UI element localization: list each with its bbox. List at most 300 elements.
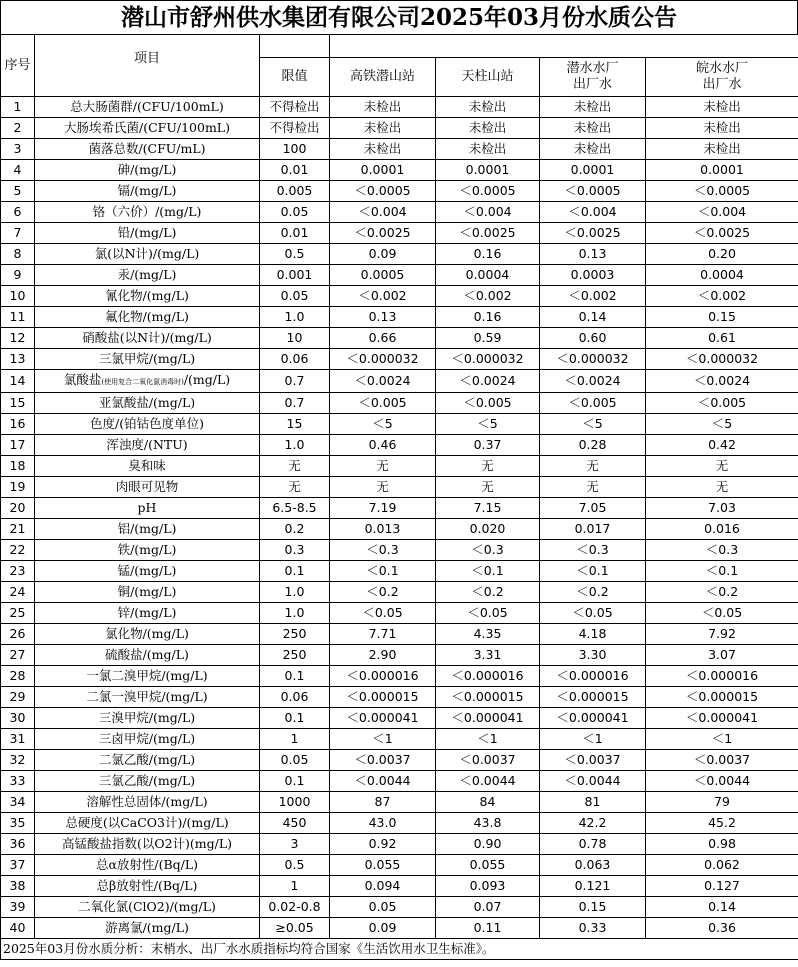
row-value-station-3: ＜0.000032 (540, 349, 646, 370)
row-value-station-2: 未检出 (436, 118, 540, 139)
row-item: 铬（六价）/(mg/L) (35, 202, 260, 223)
row-value-station-3: ＜0.000041 (540, 708, 646, 729)
row-value-station-1: 未检出 (330, 97, 436, 118)
table-row (1, 645, 798, 666)
row-no: 6 (1, 202, 35, 223)
row-limit: 0.05 (260, 750, 330, 771)
row-no: 2 (1, 118, 35, 139)
row-limit: 1.0 (260, 435, 330, 456)
row-value-station-3: ＜5 (540, 414, 646, 435)
row-value-station-1: ＜0.0025 (330, 223, 436, 244)
row-value-station-3: ＜0.005 (540, 393, 646, 414)
table-row (1, 435, 798, 456)
header-station-1: 高铁潜山站 (330, 58, 436, 97)
row-limit: 1000 (260, 792, 330, 813)
row-value-station-2: 未检出 (436, 139, 540, 160)
row-value-station-2: ＜0.0025 (436, 223, 540, 244)
row-value-station-4: 无 (646, 477, 798, 498)
row-item-main: 氯酸盐 (63, 372, 102, 387)
table-row (1, 708, 798, 729)
row-item: 三氯甲烷/(mg/L) (35, 349, 260, 370)
row-item: 三卤甲烷/(mg/L) (35, 729, 260, 750)
row-item: 二氧化氯(ClO2)/(mg/L) (35, 897, 260, 918)
row-value-station-1: 0.92 (330, 834, 436, 855)
row-value-station-2: 0.16 (436, 244, 540, 265)
row-value-station-2: 7.15 (436, 498, 540, 519)
row-value-station-3: ＜0.1 (540, 561, 646, 582)
row-limit: 0.1 (260, 561, 330, 582)
row-value-station-3: 无 (540, 456, 646, 477)
row-item: 铝/(mg/L) (35, 519, 260, 540)
table-row (1, 876, 798, 897)
row-value-station-4: 3.07 (646, 645, 798, 666)
row-no: 26 (1, 624, 35, 645)
row-value-station-3: ＜0.000015 (540, 687, 646, 708)
row-no: 1 (1, 97, 35, 118)
table-row (1, 687, 798, 708)
row-item: 二氯一溴甲烷/(mg/L) (35, 687, 260, 708)
row-value-station-1: ＜0.0024 (330, 370, 436, 393)
row-limit: 6.5-8.5 (260, 498, 330, 519)
row-value-station-4: 7.92 (646, 624, 798, 645)
row-value-station-4: ＜0.000015 (646, 687, 798, 708)
row-value-station-2: ＜0.002 (436, 286, 540, 307)
row-value-station-4: 0.016 (646, 519, 798, 540)
row-limit: 100 (260, 139, 330, 160)
row-value-station-3: 42.2 (540, 813, 646, 834)
row-value-station-2: 未检出 (436, 97, 540, 118)
row-value-station-1: 未检出 (330, 139, 436, 160)
row-value-station-1: 0.05 (330, 897, 436, 918)
row-value-station-1: ＜0.004 (330, 202, 436, 223)
row-value-station-1: ＜0.0044 (330, 771, 436, 792)
row-no: 37 (1, 855, 35, 876)
row-value-station-2: ＜1 (436, 729, 540, 750)
row-value-station-2: ＜0.000015 (436, 687, 540, 708)
row-no: 10 (1, 286, 35, 307)
row-item: 总β放射性/(Bq/L) (35, 876, 260, 897)
row-value-station-3: 7.05 (540, 498, 646, 519)
row-limit: 0.1 (260, 771, 330, 792)
table-row (1, 307, 798, 328)
row-value-station-3: ＜0.0037 (540, 750, 646, 771)
table-row (1, 139, 798, 160)
row-value-station-1: 43.0 (330, 813, 436, 834)
table-row (1, 603, 798, 624)
row-limit: 0.5 (260, 244, 330, 265)
row-no: 23 (1, 561, 35, 582)
row-value-station-3: 无 (540, 477, 646, 498)
row-value-station-4: ＜5 (646, 414, 798, 435)
row-item: 氰化物/(mg/L) (35, 286, 260, 307)
row-item: 氟化物/(mg/L) (35, 307, 260, 328)
row-value-station-4: 未检出 (646, 118, 798, 139)
table-row (1, 855, 798, 876)
row-value-station-3: 未检出 (540, 118, 646, 139)
row-value-station-3: ＜0.004 (540, 202, 646, 223)
row-limit: 0.2 (260, 519, 330, 540)
row-value-station-1: ＜0.0005 (330, 181, 436, 202)
row-limit: 0.001 (260, 265, 330, 286)
row-item: 铜/(mg/L) (35, 582, 260, 603)
row-value-station-4: ＜0.000032 (646, 349, 798, 370)
row-value-station-2: 0.020 (436, 519, 540, 540)
note-row (1, 939, 798, 960)
row-value-station-1: ＜0.000016 (330, 666, 436, 687)
row-value-station-1: 0.09 (330, 244, 436, 265)
row-item: 氯(以N计)/(mg/L) (35, 244, 260, 265)
row-no: 35 (1, 813, 35, 834)
row-limit: 不得检出 (260, 97, 330, 118)
row-value-station-3: 81 (540, 792, 646, 813)
row-no: 32 (1, 750, 35, 771)
row-value-station-2: 无 (436, 477, 540, 498)
row-no: 27 (1, 645, 35, 666)
row-value-station-1: 7.19 (330, 498, 436, 519)
row-value-station-2: ＜0.0037 (436, 750, 540, 771)
row-limit: 15 (260, 414, 330, 435)
row-limit: 1 (260, 876, 330, 897)
row-value-station-3: 0.13 (540, 244, 646, 265)
row-value-station-1: 0.66 (330, 328, 436, 349)
row-value-station-2: ＜0.2 (436, 582, 540, 603)
row-value-station-1: 0.46 (330, 435, 436, 456)
row-limit: 1 (260, 729, 330, 750)
table-row (1, 897, 798, 918)
row-value-station-4: 0.14 (646, 897, 798, 918)
row-value-station-4: ＜0.3 (646, 540, 798, 561)
table-row (1, 456, 798, 477)
row-value-station-2: 4.35 (436, 624, 540, 645)
row-value-station-3: ＜0.0025 (540, 223, 646, 244)
row-limit: ≥0.05 (260, 918, 330, 939)
row-limit: 不得检出 (260, 118, 330, 139)
row-value-station-4: ＜0.005 (646, 393, 798, 414)
row-limit: 250 (260, 645, 330, 666)
row-item: 一氯二溴甲烷/(mg/L) (35, 666, 260, 687)
row-limit: 0.05 (260, 286, 330, 307)
row-value-station-1: 无 (330, 477, 436, 498)
row-value-station-4: ＜0.2 (646, 582, 798, 603)
row-value-station-4: ＜0.000041 (646, 708, 798, 729)
row-item: 游离氯/(mg/L) (35, 918, 260, 939)
row-no: 24 (1, 582, 35, 603)
row-item: 总α放射性/(Bq/L) (35, 855, 260, 876)
row-no: 15 (1, 393, 35, 414)
row-limit: 无 (260, 456, 330, 477)
row-value-station-4: 0.61 (646, 328, 798, 349)
row-item: 溶解性总固体/(mg/L) (35, 792, 260, 813)
row-limit: 0.05 (260, 202, 330, 223)
row-item: 总硬度(以CaCO3计)/(mg/L) (35, 813, 260, 834)
row-no: 11 (1, 307, 35, 328)
row-value-station-3: 未检出 (540, 97, 646, 118)
row-item: 大肠埃希氏菌/(CFU/100mL) (35, 118, 260, 139)
row-value-station-1: ＜0.0037 (330, 750, 436, 771)
row-value-station-4: ＜0.0024 (646, 370, 798, 393)
row-value-station-4: 79 (646, 792, 798, 813)
table-row (1, 414, 798, 435)
row-value-station-4: ＜0.1 (646, 561, 798, 582)
table-row (1, 750, 798, 771)
row-no: 12 (1, 328, 35, 349)
page-title: 潜山市舒州供水集团有限公司2025年03月份水质公告 (0, 0, 798, 34)
row-no: 13 (1, 349, 35, 370)
row-item: 汞/(mg/L) (35, 265, 260, 286)
row-value-station-2: ＜0.3 (436, 540, 540, 561)
row-value-station-4: 0.20 (646, 244, 798, 265)
table-row (1, 349, 798, 370)
row-value-station-2: ＜0.0044 (436, 771, 540, 792)
row-limit: 0.5 (260, 855, 330, 876)
row-limit: 3 (260, 834, 330, 855)
row-item: 总大肠菌群/(CFU/100mL) (35, 97, 260, 118)
row-value-station-1: ＜0.05 (330, 603, 436, 624)
row-value-station-3: ＜1 (540, 729, 646, 750)
row-value-station-1: 2.90 (330, 645, 436, 666)
row-item: 三氯乙酸/(mg/L) (35, 771, 260, 792)
row-value-station-2: 0.093 (436, 876, 540, 897)
row-limit: 0.7 (260, 393, 330, 414)
row-item: 三溴甲烷/(mg/L) (35, 708, 260, 729)
row-no: 16 (1, 414, 35, 435)
row-value-station-2: 0.11 (436, 918, 540, 939)
header-blank (260, 35, 330, 58)
table-row (1, 729, 798, 750)
row-value-station-1: 0.0005 (330, 265, 436, 286)
row-value-station-3: 0.60 (540, 328, 646, 349)
row-item-note: (使用复合二氧化氯消毒时) (101, 378, 184, 386)
row-value-station-2: ＜0.000032 (436, 349, 540, 370)
row-value-station-3: 0.28 (540, 435, 646, 456)
row-limit: 250 (260, 624, 330, 645)
row-value-station-2: 3.31 (436, 645, 540, 666)
row-value-station-4: 无 (646, 456, 798, 477)
row-no: 40 (1, 918, 35, 939)
row-value-station-1: ＜0.002 (330, 286, 436, 307)
row-value-station-2: ＜5 (436, 414, 540, 435)
row-no: 31 (1, 729, 35, 750)
row-value-station-4: 7.03 (646, 498, 798, 519)
row-value-station-4: 未检出 (646, 139, 798, 160)
table-row (1, 624, 798, 645)
row-value-station-4: ＜1 (646, 729, 798, 750)
row-limit: 0.06 (260, 349, 330, 370)
row-no: 33 (1, 771, 35, 792)
row-value-station-1: 无 (330, 456, 436, 477)
row-value-station-3: 0.063 (540, 855, 646, 876)
row-value-station-2: 43.8 (436, 813, 540, 834)
row-item: 铅/(mg/L) (35, 223, 260, 244)
row-value-station-2: 0.0004 (436, 265, 540, 286)
row-value-station-2: ＜0.000016 (436, 666, 540, 687)
row-value-station-3: 3.30 (540, 645, 646, 666)
table-row (1, 666, 798, 687)
row-value-station-3: 未检出 (540, 139, 646, 160)
row-limit: 1.0 (260, 603, 330, 624)
row-limit: 1.0 (260, 307, 330, 328)
row-value-station-4: ＜0.000016 (646, 666, 798, 687)
row-value-station-2: ＜0.05 (436, 603, 540, 624)
row-no: 9 (1, 265, 35, 286)
row-value-station-2: 0.59 (436, 328, 540, 349)
row-item: pH (35, 498, 260, 519)
row-limit: 0.1 (260, 708, 330, 729)
row-no: 5 (1, 181, 35, 202)
row-item: 铁/(mg/L) (35, 540, 260, 561)
table-row (1, 328, 798, 349)
row-value-station-2: 无 (436, 456, 540, 477)
row-item: 色度/(铂钴色度单位) (35, 414, 260, 435)
row-value-station-3: ＜0.2 (540, 582, 646, 603)
row-value-station-4: 0.0004 (646, 265, 798, 286)
row-item: 砷/(mg/L) (35, 160, 260, 181)
table-row (1, 498, 798, 519)
row-value-station-3: ＜0.0024 (540, 370, 646, 393)
row-value-station-4: 0.42 (646, 435, 798, 456)
table-row (1, 771, 798, 792)
row-value-station-4: ＜0.0044 (646, 771, 798, 792)
row-value-station-1: ＜0.000032 (330, 349, 436, 370)
row-item-unit: /(mg/L) (183, 372, 231, 387)
table-row (1, 118, 798, 139)
row-value-station-2: ＜0.1 (436, 561, 540, 582)
row-value-station-1: 0.094 (330, 876, 436, 897)
table-row (1, 181, 798, 202)
table-row (1, 792, 798, 813)
row-no: 20 (1, 498, 35, 519)
row-value-station-3: ＜0.3 (540, 540, 646, 561)
table-row (1, 582, 798, 603)
row-item: 硝酸盐(以N计)/(mg/L) (35, 328, 260, 349)
row-value-station-1: 0.0001 (330, 160, 436, 181)
row-limit: 0.06 (260, 687, 330, 708)
row-value-station-2: 0.90 (436, 834, 540, 855)
row-value-station-2: 0.055 (436, 855, 540, 876)
row-no: 36 (1, 834, 35, 855)
row-value-station-3: 0.15 (540, 897, 646, 918)
row-value-station-3: ＜0.0005 (540, 181, 646, 202)
row-no: 3 (1, 139, 35, 160)
row-value-station-3: ＜0.05 (540, 603, 646, 624)
row-item: 高锰酸盐指数(以O2计)(mg/L) (35, 834, 260, 855)
row-item: 镉/(mg/L) (35, 181, 260, 202)
row-item: 锰/(mg/L) (35, 561, 260, 582)
row-item: 二氯乙酸/(mg/L) (35, 750, 260, 771)
row-no: 25 (1, 603, 35, 624)
row-value-station-4: 未检出 (646, 97, 798, 118)
row-value-station-2: ＜0.004 (436, 202, 540, 223)
header-station-3: 潜水水厂 出厂水 (540, 58, 646, 97)
row-item: 亚氯酸盐/(mg/L) (35, 393, 260, 414)
row-value-station-4: 0.98 (646, 834, 798, 855)
row-value-station-4: ＜0.004 (646, 202, 798, 223)
row-value-station-2: ＜0.0005 (436, 181, 540, 202)
header-item: 项目 (35, 35, 260, 97)
row-value-station-1: ＜0.3 (330, 540, 436, 561)
row-value-station-1: 0.09 (330, 918, 436, 939)
table-row (1, 918, 798, 939)
row-limit: 450 (260, 813, 330, 834)
row-value-station-1: ＜5 (330, 414, 436, 435)
table-row (1, 813, 798, 834)
analysis-note: 2025年03月份水质分析：末梢水、出厂水水质指标均符合国家《生活饮用水卫生标准》。 (1, 939, 798, 960)
row-value-station-4: 0.36 (646, 918, 798, 939)
row-value-station-1: ＜0.000015 (330, 687, 436, 708)
row-value-station-3: 0.33 (540, 918, 646, 939)
row-value-station-1: ＜0.1 (330, 561, 436, 582)
row-value-station-1: 0.055 (330, 855, 436, 876)
row-value-station-3: 0.121 (540, 876, 646, 897)
water-quality-table (0, 34, 798, 960)
row-no: 39 (1, 897, 35, 918)
row-value-station-4: 0.15 (646, 307, 798, 328)
row-value-station-1: ＜0.000041 (330, 708, 436, 729)
row-value-station-3: 0.0001 (540, 160, 646, 181)
table-row (1, 286, 798, 307)
table-row (1, 265, 798, 286)
table-row (1, 244, 798, 265)
table-row (1, 160, 798, 181)
row-value-station-3: 0.017 (540, 519, 646, 540)
row-value-station-3: 4.18 (540, 624, 646, 645)
header-station-2: 天柱山站 (436, 58, 540, 97)
row-value-station-3: ＜0.002 (540, 286, 646, 307)
row-no: 7 (1, 223, 35, 244)
table-row (1, 393, 798, 414)
row-item (35, 370, 260, 393)
row-limit: 0.02-0.8 (260, 897, 330, 918)
header-no: 序号 (1, 35, 35, 97)
row-item: 浑浊度/(NTU) (35, 435, 260, 456)
row-limit: 10 (260, 328, 330, 349)
table-row (1, 519, 798, 540)
row-value-station-2: ＜0.000041 (436, 708, 540, 729)
row-value-station-1: ＜0.2 (330, 582, 436, 603)
row-no: 19 (1, 477, 35, 498)
row-no: 30 (1, 708, 35, 729)
row-limit: 无 (260, 477, 330, 498)
row-value-station-4: 0.062 (646, 855, 798, 876)
row-limit: 1.0 (260, 582, 330, 603)
row-value-station-4: ＜0.05 (646, 603, 798, 624)
row-value-station-1: 87 (330, 792, 436, 813)
row-item: 肉眼可见物 (35, 477, 260, 498)
table-row (1, 477, 798, 498)
row-value-station-2: 0.16 (436, 307, 540, 328)
row-limit: 0.7 (260, 370, 330, 393)
row-value-station-2: 84 (436, 792, 540, 813)
row-value-station-3: ＜0.0044 (540, 771, 646, 792)
table-row (1, 223, 798, 244)
row-value-station-1: 未检出 (330, 118, 436, 139)
table-row (1, 97, 798, 118)
row-value-station-3: 0.14 (540, 307, 646, 328)
row-value-station-2: 0.0001 (436, 160, 540, 181)
row-no: 8 (1, 244, 35, 265)
row-no: 17 (1, 435, 35, 456)
row-value-station-2: 0.07 (436, 897, 540, 918)
row-item: 臭和味 (35, 456, 260, 477)
row-no: 29 (1, 687, 35, 708)
header-station-4: 皖水水厂 出厂水 (646, 58, 798, 97)
row-item: 锌/(mg/L) (35, 603, 260, 624)
row-value-station-1: 0.13 (330, 307, 436, 328)
row-value-station-4: ＜0.002 (646, 286, 798, 307)
row-no: 18 (1, 456, 35, 477)
row-value-station-2: 0.37 (436, 435, 540, 456)
row-limit: 0.01 (260, 223, 330, 244)
